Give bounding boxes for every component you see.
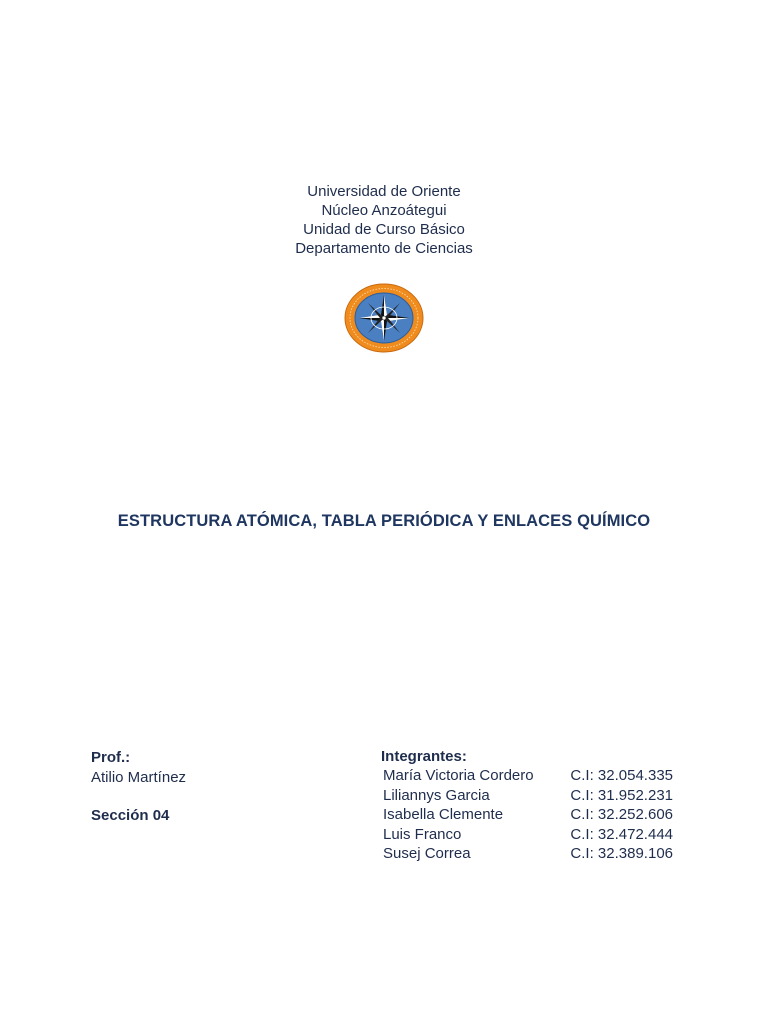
- member-name: Susej Correa: [383, 845, 471, 862]
- members-label: Integrantes:: [381, 748, 467, 765]
- member-name: Luis Franco: [383, 825, 462, 843]
- university-seal-logo: [343, 283, 425, 353]
- professor-block: [91, 748, 186, 787]
- member-row: [383, 767, 683, 787]
- department-name: Departamento de Ciencias: [295, 240, 473, 257]
- member-name: María Victoria Cordero: [383, 767, 534, 784]
- section-label: Sección 04: [91, 807, 170, 824]
- member-ci: C.I: 32.472.444: [570, 825, 673, 843]
- professor-name: Atilio Martínez: [91, 768, 187, 786]
- document-title: ESTRUCTURA ATÓMICA, TABLA PERIÓDICA Y ENLACES QUÍMICO: [117, 512, 651, 530]
- unit-name: Unidad de Curso Básico: [303, 221, 465, 238]
- member-name: Liliannys Garcia: [383, 786, 490, 804]
- members-list: [383, 767, 683, 865]
- member-ci: C.I: 32.054.335: [570, 767, 673, 784]
- professor-label: Prof.:: [91, 749, 131, 766]
- campus-name: Núcleo Anzoátegui: [321, 202, 447, 219]
- member-ci: C.I: 32.252.606: [570, 806, 673, 823]
- member-row: [383, 845, 683, 865]
- university-name: Universidad de Oriente: [307, 183, 461, 200]
- member-ci: C.I: 31.952.231: [570, 786, 673, 804]
- member-ci: C.I: 32.389.106: [570, 845, 673, 862]
- member-name: Isabella Clemente: [383, 806, 504, 823]
- member-row: [383, 806, 683, 826]
- institution-header: [0, 182, 768, 258]
- member-row: [383, 826, 683, 846]
- member-row: [383, 787, 683, 807]
